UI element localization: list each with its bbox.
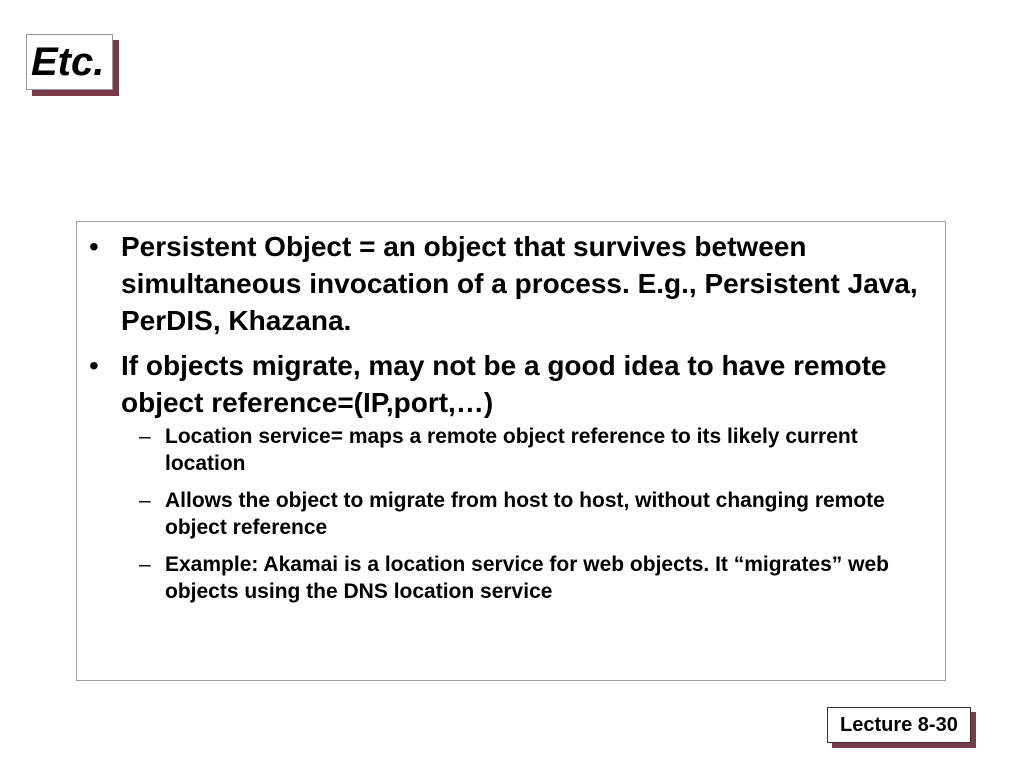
lecture-number-badge: Lecture 8-30 (827, 707, 971, 743)
subbullet-item (121, 487, 929, 541)
subbullet-item (121, 551, 929, 605)
subbullet-marker: – (139, 553, 151, 576)
bullet-marker: • (89, 231, 99, 262)
subbullet-text: Allows the object to migrate from host to host, without changing remote object reference (165, 489, 885, 539)
bullet-text: Persistent Object = an object that survives between simultaneous invocation of a process. E.g., Persistent Java, PerDIS, Khazana. (121, 231, 918, 336)
title-box (26, 34, 113, 90)
bullet-item (77, 228, 929, 339)
subbullet-marker: – (139, 489, 151, 512)
subbullet-marker: – (139, 425, 151, 448)
bullet-text: If objects migrate, may not be a good idea to have remote object reference=(IP,port,…) (121, 350, 887, 418)
content-box (76, 221, 946, 681)
subbullet-item (121, 423, 929, 477)
bullet-marker: • (89, 350, 99, 381)
slide-title: Etc. (31, 40, 105, 84)
subbullet-text: Location service= maps a remote object reference to its likely current location (165, 425, 858, 475)
subbullet-text: Example: Akamai is a location service for web objects. It “migrates” web objects using the DNS location service (165, 553, 889, 603)
subbullet-list (121, 423, 929, 605)
bullet-list (77, 222, 945, 605)
bullet-item (77, 347, 929, 605)
